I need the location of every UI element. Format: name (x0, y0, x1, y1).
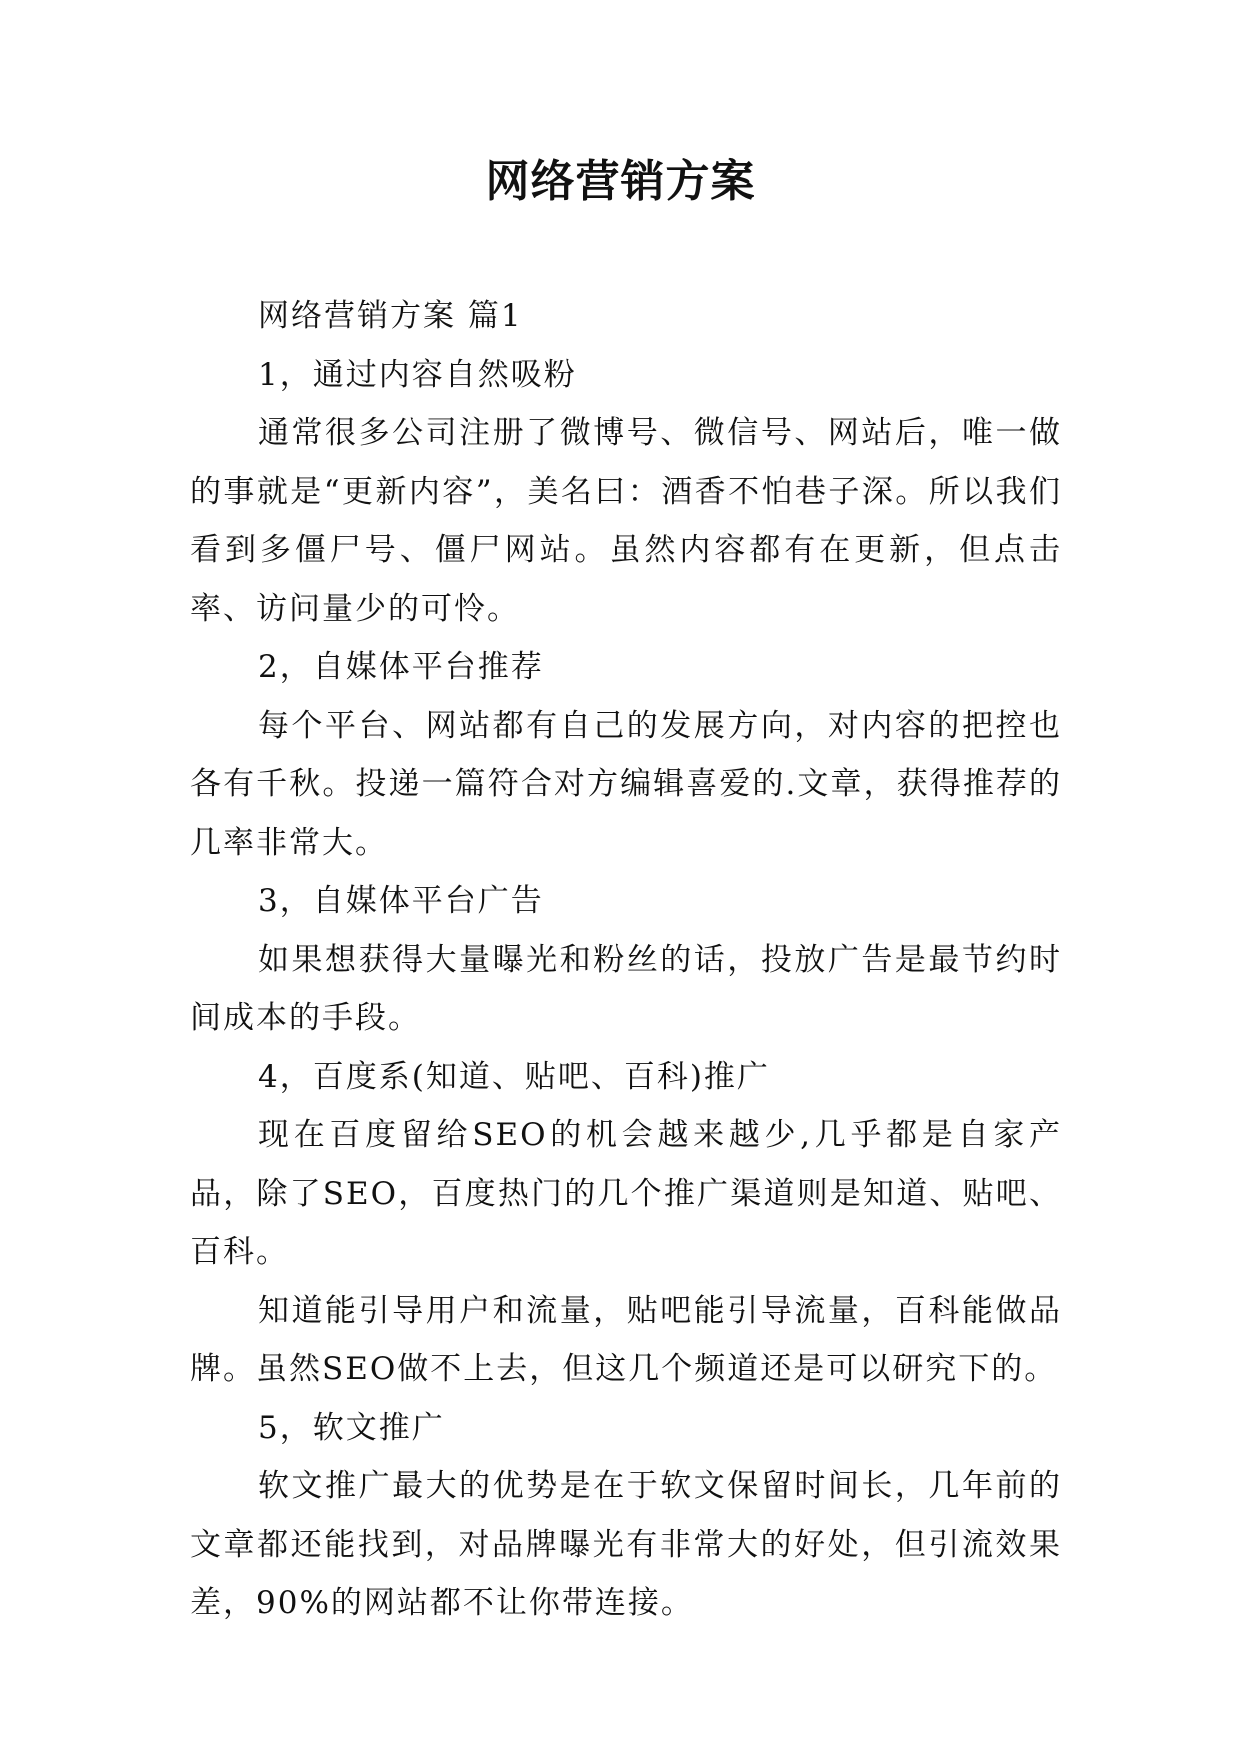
section-heading: 网络营销方案 篇1 (258, 298, 523, 334)
body-paragraph: 如果想获得大量曝光和粉丝的话，投放广告是最节约时间成本的手段。 (190, 941, 1062, 1036)
list-item-heading: 3，自媒体平台广告 (258, 883, 544, 919)
list-item-heading: 1，通过内容自然吸粉 (258, 356, 577, 393)
body-paragraph: 现在百度留给SEO的机会越来越少,几乎都是自家产品，除了SEO，百度热门的几个推广渠道则是知道、贴吧、百科。 (190, 1117, 1062, 1270)
list-item-heading: 4，百度系(知道、贴吧、百科)推广 (258, 1058, 770, 1095)
page-title: 网络营销方案 (485, 156, 756, 207)
body-paragraph: 知道能引导用户和流量，贴吧能引导流量，百科能做品牌。虽然SEO做不上去，但这几个频道还是可以研究下的。 (190, 1292, 1062, 1387)
document-body (190, 287, 1062, 1633)
body-paragraph: 每个平台、网站都有自己的发展方向，对内容的把控也各有千秋。投递一篇符合对方编辑喜爱的.文章，获得推荐的几率非常大。 (190, 707, 1062, 861)
body-paragraph: 软文推广最大的优势是在于软文保留时间长，几年前的文章都还能找到，对品牌曝光有非常大的好处，但引流效果差，90%的网站都不让你带连接。 (190, 1468, 1062, 1621)
body-paragraph: 通常很多公司注册了微博号、微信号、网站后，唯一做的事就是“更新内容”，美名曰：酒香不怕巷子深。所以我们看到多僵尸号、僵尸网站。虽然内容都有在更新，但点击率、访问量少的可怜。 (190, 415, 1062, 627)
list-item-heading: 5，软文推广 (258, 1409, 445, 1446)
list-item-heading: 2，自媒体平台推荐 (258, 649, 544, 685)
